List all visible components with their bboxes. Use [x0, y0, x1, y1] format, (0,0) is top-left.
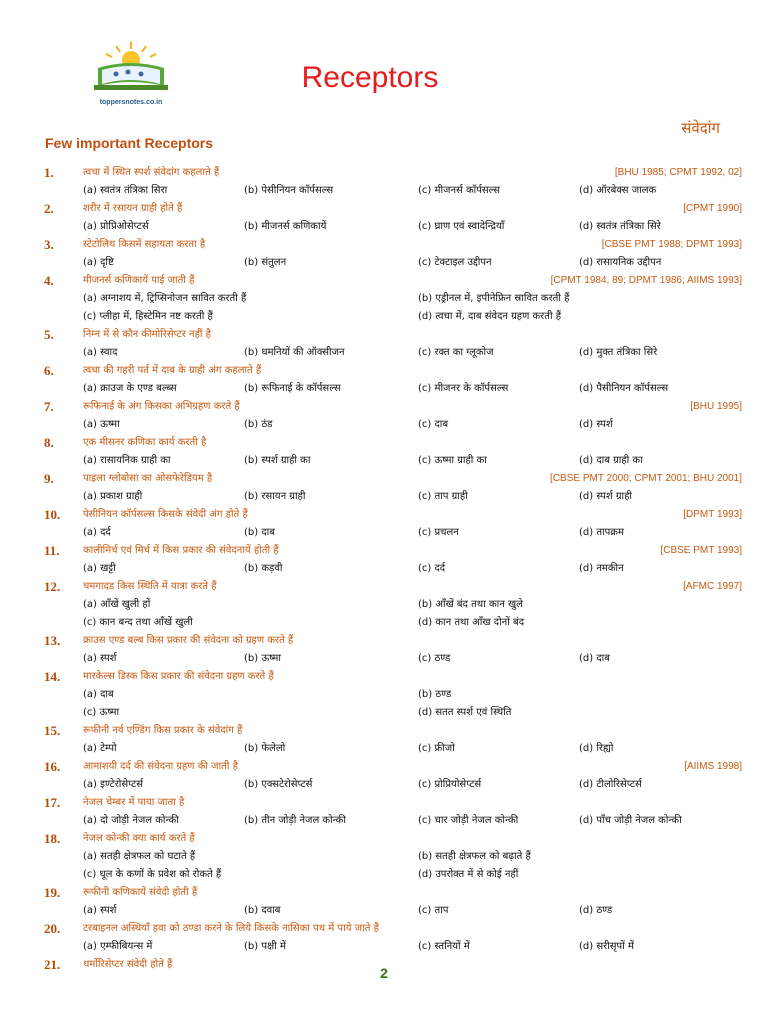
options-row [0, 416, 768, 434]
options-row [0, 560, 768, 578]
question-line [0, 632, 768, 650]
question-number: 12. [44, 579, 61, 594]
question-number: 1. [44, 165, 54, 180]
question-item [0, 506, 768, 542]
answer-option[interactable]: (c) रक्त का ग्लूकोज [418, 347, 494, 358]
question-text: कालीमिर्च एवं मिर्च में किस प्रकार की संवेदनायें होती हैं [83, 545, 279, 556]
options-row [0, 848, 768, 866]
question-line [0, 542, 768, 560]
answer-option[interactable]: (d) स्पर्श ग्राही [579, 491, 633, 502]
answer-option[interactable]: (a) इण्टेरोसेप्टर्स [83, 779, 144, 790]
answer-option[interactable]: (c) प्रचलन [418, 527, 459, 538]
question-item [0, 758, 768, 794]
answer-option[interactable]: (a) एम्फीबियन्स में [83, 941, 153, 952]
exam-source: [CBSE PMT 1993] [660, 545, 742, 556]
question-number: 3. [44, 237, 54, 252]
site-logo [86, 40, 176, 104]
question-line [0, 668, 768, 686]
options-row [0, 686, 768, 704]
answer-option[interactable]: (a) रासायनिक ग्राही का [83, 455, 171, 466]
answer-option[interactable]: (a) प्रकाश ग्राही [83, 491, 143, 502]
question-line [0, 398, 768, 416]
answer-option[interactable]: (d) सरीसृपों में [579, 941, 634, 952]
options-row [0, 740, 768, 758]
answer-option[interactable]: (a) प्रोप्रिओसेप्टर्स [83, 221, 149, 232]
question-text: आमाशयी दर्द की संवेदना ग्रहण की जाती है [83, 761, 238, 772]
options-row [0, 254, 768, 272]
options-row [0, 776, 768, 794]
answer-option[interactable]: (c) प्लीहा में, हिस्टेमिन नष्ट करती हैं [83, 311, 213, 322]
question-item [0, 668, 768, 722]
exam-source: [CPMT 1990] [683, 203, 742, 214]
options-row [0, 614, 768, 632]
answer-option[interactable]: (c) ताप ग्राही [418, 491, 468, 502]
question-line [0, 884, 768, 902]
answer-option[interactable]: (b) सतही क्षेत्रफल को बढ़ाते हैं [418, 851, 531, 862]
answer-option[interactable]: (c) ताप [418, 905, 449, 916]
answer-option[interactable]: (b) मीजनर्स कणिकायें [244, 221, 327, 232]
answer-option[interactable]: (c) ऊष्मा [83, 707, 120, 718]
answer-option[interactable]: (b) एक्सटेरोसेप्टर्स [244, 779, 313, 790]
answer-option[interactable]: (c) मीजनर के कॉर्पसल्स [418, 383, 509, 394]
question-line [0, 470, 768, 488]
question-text: पाइला ग्लोबोसा का ओसफेरेडियम है [83, 473, 213, 484]
question-text: निम्न में से कौन कीमोरिसेप्टर नहीं है [83, 329, 211, 340]
question-item [0, 326, 768, 362]
answer-option[interactable]: (d) पैसीनियन कॉर्पसल्स [579, 383, 669, 394]
answer-option[interactable]: (c) कान बन्द तथा आँखें खुली [83, 617, 193, 628]
question-number: 18. [44, 831, 61, 846]
answer-option[interactable]: (a) दृष्टि [83, 257, 114, 268]
question-text: मीजनर्स कणिकायें पाई जाती हैं [83, 275, 195, 286]
answer-option[interactable]: (b) संतुलन [244, 257, 287, 268]
answer-option[interactable]: (d) मुक्त तंत्रिका सिरे [579, 347, 658, 358]
answer-option[interactable]: (b) रसायन ग्राही [244, 491, 306, 502]
options-row [0, 488, 768, 506]
question-item [0, 920, 768, 956]
question-item [0, 830, 768, 884]
question-item [0, 794, 768, 830]
options-row [0, 704, 768, 722]
question-number: 7. [44, 399, 54, 414]
question-item [0, 398, 768, 434]
question-item [0, 722, 768, 758]
answer-option[interactable]: (b) तीन जोड़ी नेजल कोन्की [244, 815, 346, 826]
exam-source: [CPMT 1984, 89; DPMT 1986; AIIMS 1993] [550, 275, 742, 286]
options-row [0, 812, 768, 830]
answer-option[interactable]: (c) फ्रीजो [418, 743, 455, 754]
answer-option[interactable]: (d) टीलोरिसेप्टर्स [579, 779, 642, 790]
answer-option[interactable]: (b) एड्रीनल में, इपीनेफ्रिन स्रावित करती हैं [418, 293, 570, 304]
question-text: स्टेटोलिथ किसमें सहायता करता है [83, 239, 206, 250]
answer-option[interactable]: (c) प्रोप्रियोसेप्टर्स [418, 779, 482, 790]
answer-option[interactable]: (c) स्तनियों में [418, 941, 470, 952]
question-number: 15. [44, 723, 61, 738]
question-item [0, 542, 768, 578]
question-text: चमगादड किस स्थिति में यात्रा करते हैं [83, 581, 217, 592]
answer-option[interactable]: (d) ठण्ड [579, 905, 613, 916]
question-text: शरीर में रसायन ग्राही होते हैं [83, 203, 183, 214]
answer-option[interactable]: (c) चार जोड़ी नेजल कोन्की [418, 815, 519, 826]
options-row [0, 380, 768, 398]
answer-option[interactable]: (b) धमनियों की ऑक्सीजन [244, 347, 345, 358]
answer-option[interactable]: (b) फेलेलो [244, 743, 286, 754]
question-number: 17. [44, 795, 61, 810]
question-line [0, 506, 768, 524]
answer-option[interactable]: (a) ऊष्मा [83, 419, 120, 430]
question-text: थर्मोरिसेप्टर संवेदी होते हैं [83, 959, 173, 970]
question-item [0, 200, 768, 236]
answer-option[interactable]: (b) रूफिनाई के कॉर्पसल्स [244, 383, 341, 394]
answer-option[interactable]: (d) रासायनिक उद्दीपन [579, 257, 662, 268]
options-row [0, 290, 768, 308]
answer-option[interactable]: (d) तापक्रम [579, 527, 624, 538]
answer-option[interactable]: (d) उपरोक्त में से कोई नहीं [418, 869, 519, 880]
question-line [0, 362, 768, 380]
answer-option[interactable]: (b) आँखें बंद तथा कान खुले [418, 599, 523, 610]
options-row [0, 182, 768, 200]
page-number: 2 [380, 965, 388, 981]
answer-option[interactable]: (c) दर्द [418, 563, 446, 574]
question-line [0, 164, 768, 182]
answer-option[interactable]: (d) कान तथा आँख दोनों बंद [418, 617, 525, 628]
answer-option[interactable]: (d) नमकीन [579, 563, 624, 574]
question-line [0, 236, 768, 254]
question-text: मारकेल्स डिस्क किस प्रकार की संवेदना ग्रहण करते हैं [83, 671, 274, 682]
question-number: 2. [44, 201, 54, 216]
answer-option[interactable]: (b) पक्षी में [244, 941, 286, 952]
answer-option[interactable]: (b) ऊष्मा [244, 653, 281, 664]
section-heading: Few important Receptors [45, 135, 214, 151]
page-title: Receptors [301, 61, 439, 94]
question-line [0, 434, 768, 452]
question-text: रूफीनी कणिकायें संवेदी होती हैं [83, 887, 198, 898]
question-item [0, 578, 768, 632]
answer-option[interactable]: (a) अग्नाशय में, ट्रिप्सिनोजन स्रावित करती हैं [83, 293, 247, 304]
answer-option[interactable]: (c) टेक्टाइल उद्दीपन [418, 257, 492, 268]
answer-option[interactable]: (a) सतही क्षेत्रफल को घटाते हैं [83, 851, 196, 862]
question-line [0, 326, 768, 344]
options-row [0, 866, 768, 884]
answer-option[interactable]: (b) ठंड [244, 419, 273, 430]
options-row [0, 902, 768, 920]
question-text: रूफीनी नर्व एण्डिंग किस प्रकार के संवेदांग हैं [83, 725, 243, 736]
answer-option[interactable]: (a) स्पर्श [83, 653, 117, 664]
answer-option[interactable]: (c) धूल के कणों के प्रवेश को रोकते हैं [83, 869, 222, 880]
exam-source: [AFMC 1997] [683, 581, 742, 592]
answer-option[interactable]: (d) त्वचा में, दाब संवेदन ग्रहण करती हैं [418, 311, 562, 322]
exam-source: [CBSE PMT 1988; DPMT 1993] [601, 239, 742, 250]
answer-option[interactable]: (a) स्वतंत्र तंत्रिका सिरा [83, 185, 168, 196]
options-row [0, 524, 768, 542]
exam-source: [DPMT 1993] [683, 509, 742, 520]
options-row [0, 938, 768, 956]
question-text: एक मीसनर कणिका कार्य करती है [83, 437, 207, 448]
answer-option[interactable]: (c) मीजनर्स कॉर्पसल्स [418, 185, 501, 196]
question-number: 9. [44, 471, 54, 486]
options-row [0, 452, 768, 470]
answer-option[interactable]: (a) स्वाद [83, 347, 118, 358]
question-number: 4. [44, 273, 54, 288]
question-number: 6. [44, 363, 54, 378]
answer-option[interactable]: (d) स्वतंत्र तंत्रिका सिरे [579, 221, 661, 232]
exam-source: [BHU 1995] [690, 401, 742, 412]
options-row [0, 344, 768, 362]
question-line [0, 920, 768, 938]
answer-option[interactable]: (a) दो जोड़ी नेजल कोन्की [83, 815, 179, 826]
options-row [0, 308, 768, 326]
logo-text: toppersnotes.co.in [99, 99, 163, 106]
answer-option[interactable]: (d) स्पर्श [579, 419, 613, 430]
question-line [0, 578, 768, 596]
question-item [0, 236, 768, 272]
answer-option[interactable]: (b) पेसीनियन कॉर्पसल्स [244, 185, 334, 196]
question-number: 10. [44, 507, 61, 522]
answer-option[interactable]: (d) पाँच जोड़ी नेजल कोन्की [579, 815, 682, 826]
answer-option[interactable]: (a) आँखें खुली हों [83, 599, 151, 610]
question-number: 20. [44, 921, 61, 936]
question-text: पेसीनियन कॉर्पसल्स किसके संवेदी अंग होते हैं [83, 509, 248, 520]
answer-option[interactable]: (a) खट्टी [83, 563, 116, 574]
question-number: 19. [44, 885, 61, 900]
answer-option[interactable]: (c) घ्राण एवं स्वादेन्द्रियाँ [418, 221, 505, 232]
options-row [0, 596, 768, 614]
answer-option[interactable]: (a) दर्द [83, 527, 111, 538]
answer-option[interactable]: (b) दवाब [244, 905, 281, 916]
options-row [0, 218, 768, 236]
answer-option[interactable]: (c) ठण्ड [418, 653, 451, 664]
options-row [0, 650, 768, 668]
answer-option[interactable]: (d) ऑरबेक्स जालक [579, 185, 657, 196]
exam-source: [CBSE PMT 2000; CPMT 2001; BHU 2001] [550, 473, 742, 484]
answer-option[interactable]: (b) स्पर्श ग्राही का [244, 455, 311, 466]
question-line [0, 272, 768, 290]
question-list [0, 164, 768, 974]
question-line [0, 722, 768, 740]
answer-option[interactable]: (b) ठण्ड [418, 689, 452, 700]
question-text: रूफिनाई के अंग किसका अभिग्रहण करते हैं [83, 401, 240, 412]
exam-source: [AIIMS 1998] [684, 761, 742, 772]
answer-option[interactable]: (d) दाब [579, 653, 610, 664]
question-text: त्वचा में स्थित स्पर्श संवेदांग कहलाते हैं [83, 167, 220, 178]
question-line [0, 794, 768, 812]
question-line [0, 830, 768, 848]
question-number: 8. [44, 435, 54, 450]
question-item [0, 362, 768, 398]
answer-option[interactable]: (c) ऊष्मा ग्राही का [418, 455, 487, 466]
answer-option[interactable]: (a) क्राउज के एण्ड बल्ब्स [83, 383, 177, 394]
answer-option[interactable]: (d) रिह्यो [579, 743, 614, 754]
question-text: नेजल कोन्की क्या कार्य करते हैं [83, 833, 195, 844]
answer-option[interactable]: (d) सतत स्पर्श एवं स्थिति [418, 707, 512, 718]
question-item [0, 164, 768, 200]
answer-option[interactable]: (a) स्पर्श [83, 905, 117, 916]
question-number: 11. [44, 543, 60, 558]
topic-tag: संवेदांग [681, 119, 720, 137]
question-item [0, 632, 768, 668]
question-number: 14. [44, 669, 61, 684]
question-text: नेजल चेम्बर में पाया जाता है [83, 797, 185, 808]
answer-option[interactable]: (a) दाब [83, 689, 114, 700]
question-line [0, 200, 768, 218]
question-number: 16. [44, 759, 61, 774]
question-item [0, 434, 768, 470]
question-text: त्वचा की गहरी पर्त में दाब के ग्राही अंग कहलाते हैं [83, 365, 262, 376]
question-item [0, 884, 768, 920]
question-number: 5. [44, 327, 54, 342]
exam-source: [BHU 1985; CPMT 1992, 02] [614, 167, 742, 178]
answer-option[interactable]: (d) दाब ग्राही का [579, 455, 643, 466]
answer-option[interactable]: (c) दाब [418, 419, 449, 430]
question-line [0, 758, 768, 776]
question-text: क्राउस एण्ड बल्ब किस प्रकार की संवेदना को ग्रहण करते हैं [83, 635, 294, 646]
question-item [0, 272, 768, 326]
question-number: 21. [44, 957, 61, 972]
answer-option[interactable]: (a) टेम्पो [83, 743, 117, 754]
question-item [0, 470, 768, 506]
question-number: 13. [44, 633, 61, 648]
question-text: टरबाइनल अस्थियाँ हवा को ठण्डा करने के लिये किसके नासिका पथ में पाये जाते हैं [83, 923, 379, 934]
answer-option[interactable]: (b) कड़वी [244, 563, 283, 574]
answer-option[interactable]: (b) दाब [244, 527, 275, 538]
